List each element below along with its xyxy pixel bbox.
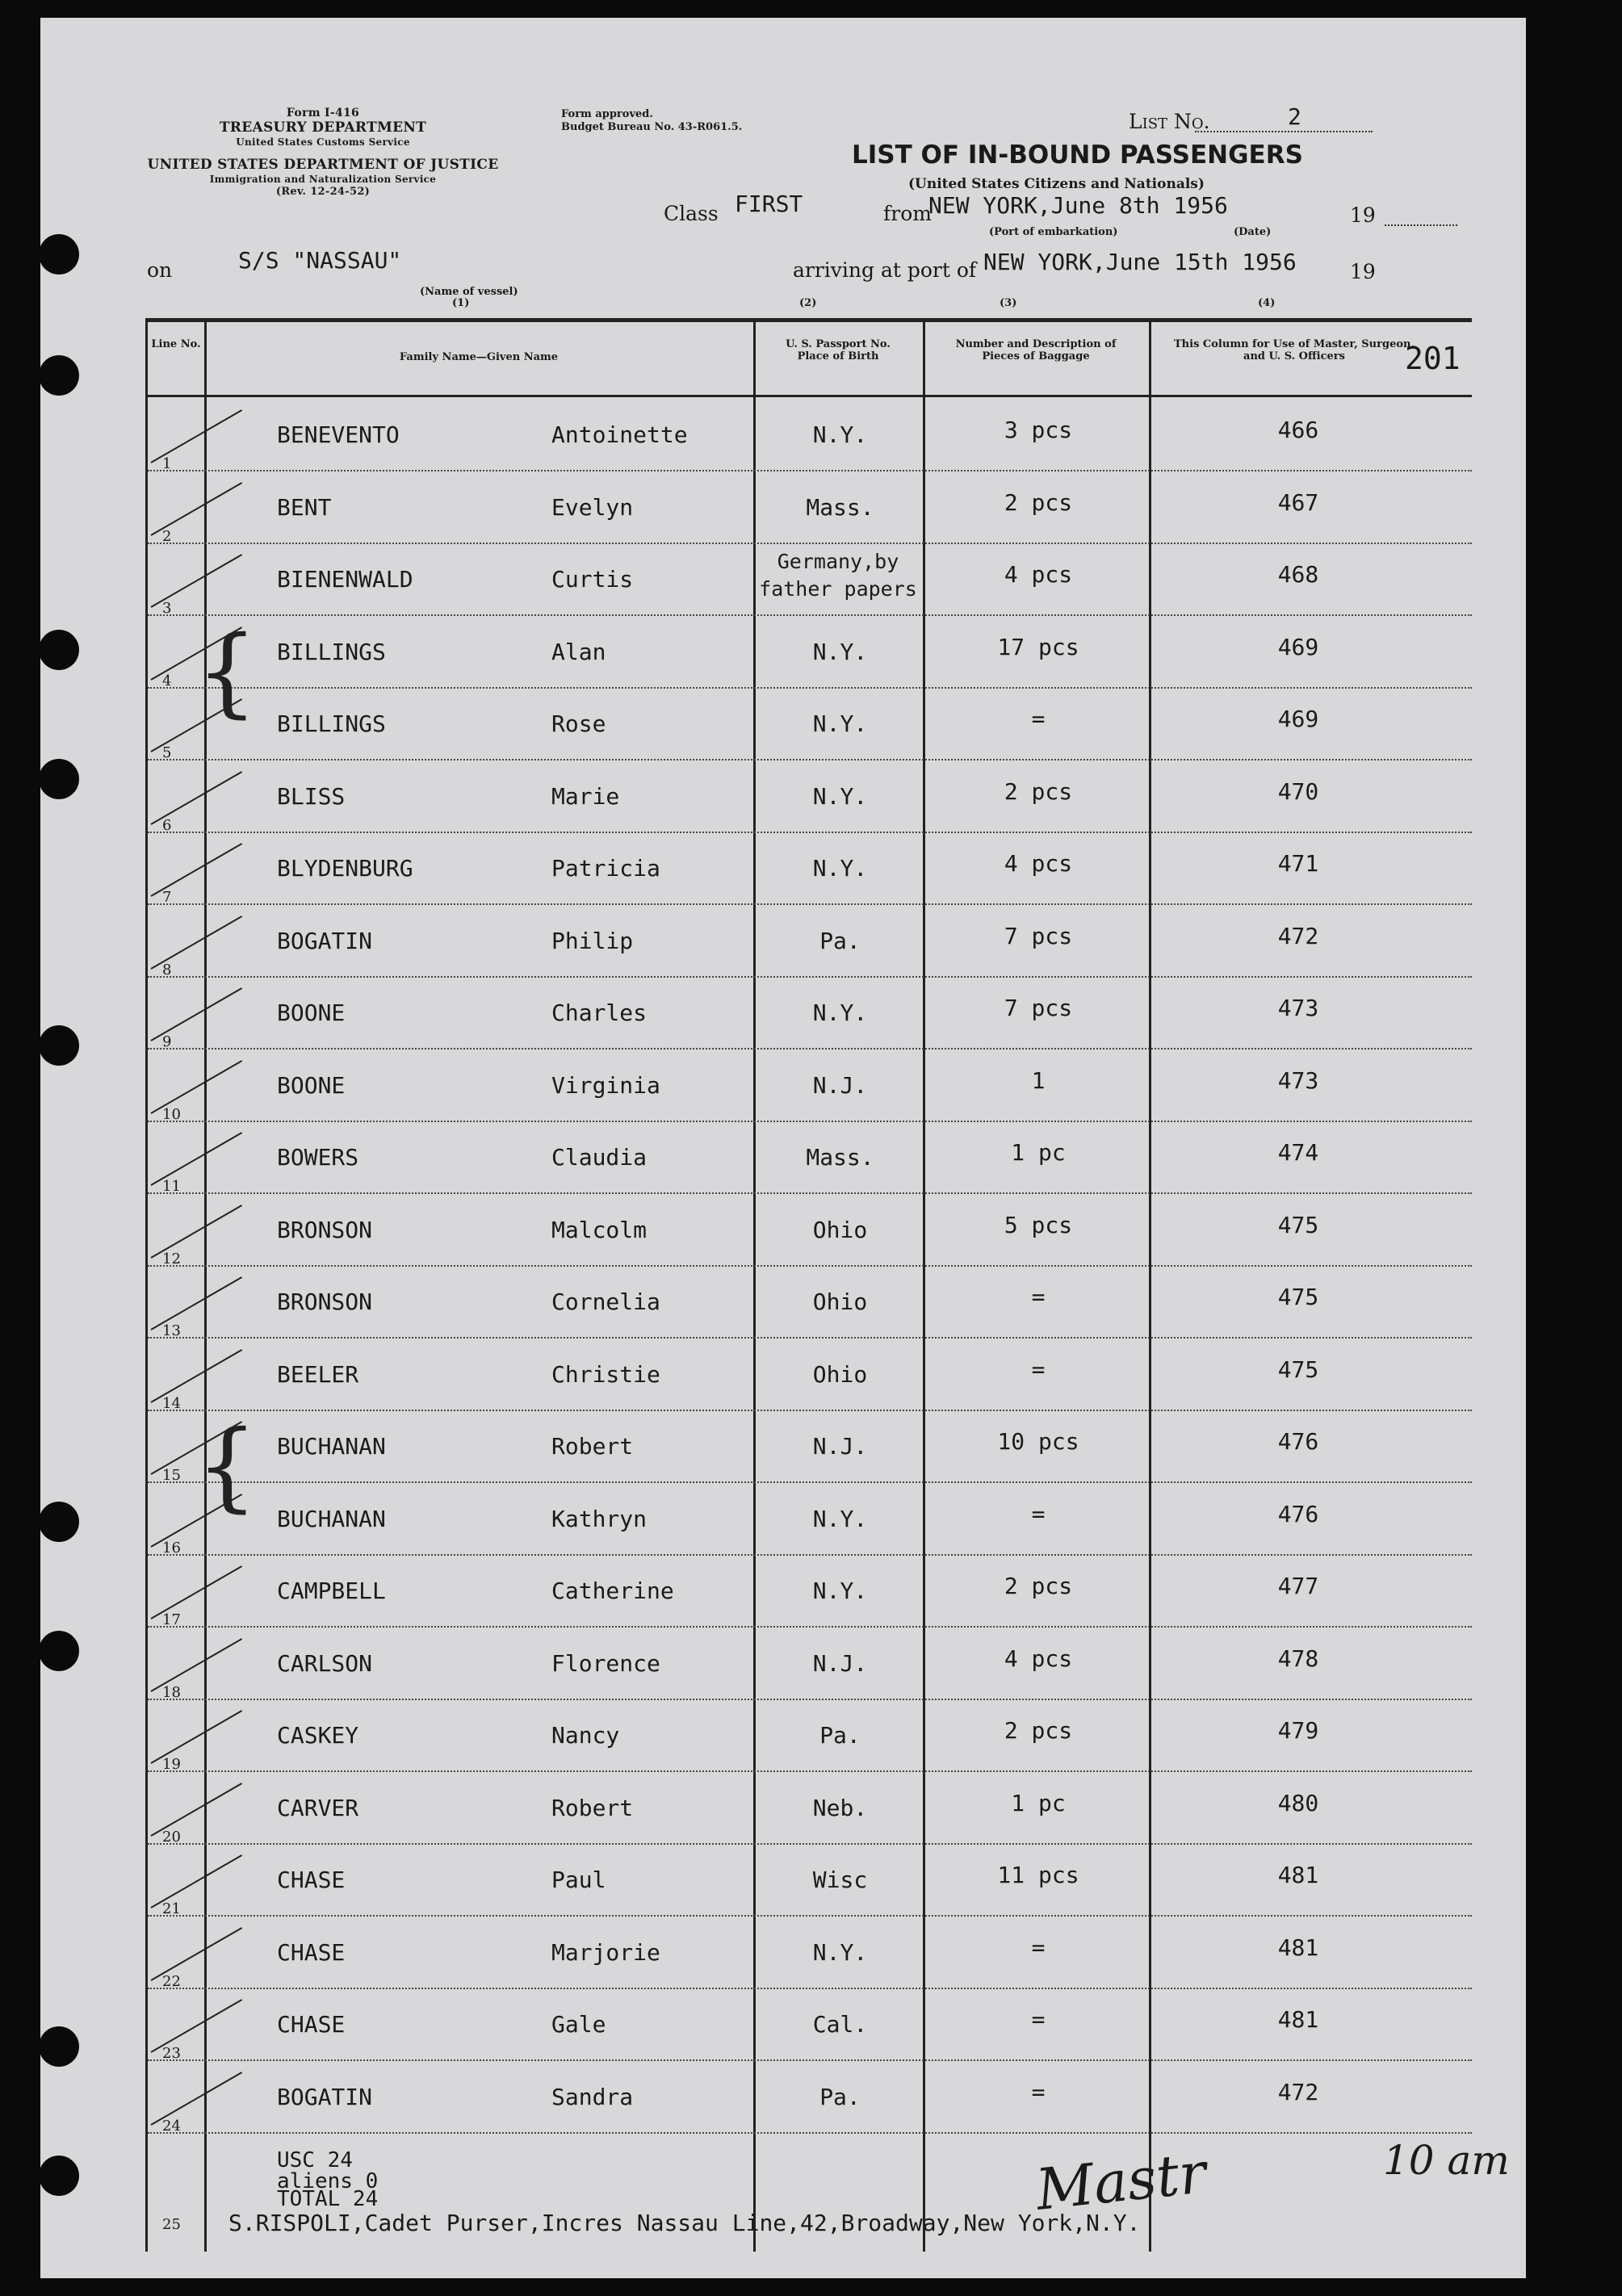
given-name: Gale <box>551 2011 606 2038</box>
officer-number: 481 <box>1277 1934 1319 1961</box>
baggage-count: = <box>1031 1355 1046 1383</box>
given-name: Nancy <box>551 1722 620 1749</box>
baggage-count: 1 pc <box>1011 1139 1066 1166</box>
given-name: Robert <box>551 1433 634 1460</box>
table-row <box>148 1699 1472 1772</box>
col-header-passport: U. S. Passport No. Place of Birth <box>786 338 891 362</box>
check-mark <box>151 1349 243 1403</box>
table-row <box>148 1050 1472 1122</box>
given-name: Alan <box>551 638 606 665</box>
year-label-1: 19 <box>1350 203 1376 227</box>
line-number: 11 <box>162 1178 181 1195</box>
check-mark <box>151 915 243 970</box>
form-number: Form I-416 <box>286 107 360 119</box>
total-count: TOTAL 24 <box>277 2187 379 2211</box>
budget-bureau: Budget Bureau No. 43-R061.5. <box>561 121 743 133</box>
baggage-count: 1 pc <box>1011 1789 1066 1816</box>
baggage-count: 2 pcs <box>1004 1573 1073 1599</box>
line-number: 2 <box>162 527 172 545</box>
given-name: Sandra <box>551 2083 634 2110</box>
baggage-count: = <box>1031 1934 1046 1961</box>
line-number: 20 <box>162 1828 181 1846</box>
baggage-count: 1 <box>1031 1066 1046 1094</box>
line-number: 14 <box>162 1394 181 1412</box>
line-number: 15 <box>162 1467 181 1484</box>
baggage-count: 4 pcs <box>1004 561 1073 588</box>
punch-hole <box>40 234 79 274</box>
family-name: CAMPBELL <box>277 1577 386 1604</box>
table-row <box>148 471 1472 544</box>
year-line-1 <box>1385 224 1457 226</box>
punch-hole <box>40 1631 79 1671</box>
table-row <box>148 760 1472 833</box>
given-name: Marie <box>551 782 620 810</box>
line-number: 6 <box>162 816 172 834</box>
aliens-count: aliens 0 <box>277 2169 379 2193</box>
punch-hole <box>40 355 79 396</box>
officer-number: 481 <box>1277 2006 1319 2033</box>
family-name: BRONSON <box>277 1288 373 1315</box>
baggage-count: = <box>1031 1284 1046 1310</box>
col-caption-4: (4) <box>1258 297 1276 309</box>
officer-number: 475 <box>1277 1284 1319 1310</box>
col-caption-3: (3) <box>1000 297 1017 309</box>
family-name: BOWERS <box>277 1144 359 1171</box>
given-name: Christie <box>551 1360 660 1388</box>
col-header-line: Line No. <box>151 338 201 350</box>
given-name: Kathryn <box>551 1505 648 1532</box>
officer-number: 480 <box>1277 1789 1319 1816</box>
place-of-birth: Neb. <box>812 1794 868 1821</box>
list-no-line <box>1195 131 1373 132</box>
col-header-name: Family Name—Given Name <box>399 351 559 363</box>
col-header-officers: This Column for Use of Master, Surgeon, and U. S. Officers <box>1174 338 1415 362</box>
place-of-birth: Pa. <box>819 1722 861 1749</box>
ins-service: Immigration and Naturalization Service <box>209 174 437 185</box>
table-row <box>148 1628 1472 1700</box>
punch-hole <box>40 1025 79 1066</box>
given-name: Paul <box>551 1867 606 1893</box>
family-name: BLYDENBURG <box>277 855 413 882</box>
officer-number: 469 <box>1277 706 1319 732</box>
given-name: Philip <box>551 927 634 954</box>
family-name: BENT <box>277 493 332 521</box>
check-mark <box>151 1783 243 1837</box>
table-row <box>148 1483 1472 1556</box>
family-name: BENEVENTO <box>277 421 400 448</box>
officer-number: 475 <box>1277 1211 1319 1238</box>
line-number: 23 <box>162 2045 181 2062</box>
from-label: from <box>883 202 932 225</box>
check-mark <box>151 409 243 463</box>
baggage-count: 7 pcs <box>1004 995 1073 1021</box>
line-number: 3 <box>162 600 172 617</box>
place-of-birth: Ohio <box>812 1216 868 1243</box>
page-stamp: 201 <box>1405 341 1461 376</box>
given-name: Virginia <box>551 1071 660 1099</box>
given-name: Catherine <box>551 1577 674 1604</box>
given-name: Marjorie <box>551 1938 660 1966</box>
family-name: BOGATIN <box>277 927 373 954</box>
family-name: BOGATIN <box>277 2083 373 2110</box>
check-mark <box>151 1565 243 1619</box>
baggage-count: 7 pcs <box>1004 922 1073 949</box>
given-name: Patricia <box>551 855 660 882</box>
line-number: 21 <box>162 1900 181 1917</box>
place-of-birth: N.J. <box>812 1649 868 1677</box>
check-mark <box>151 1710 243 1764</box>
given-name: Evelyn <box>551 493 634 521</box>
customs-service: United States Customs Service <box>236 136 410 148</box>
col-caption-2: (2) <box>799 297 817 309</box>
line-number: 22 <box>162 1972 181 1990</box>
family-name: CHASE <box>277 2011 346 2038</box>
baggage-count: = <box>1031 2006 1046 2033</box>
col-header-baggage: Number and Description of Pieces of Baggage <box>955 338 1117 362</box>
place-of-birth: N.Y. <box>812 1505 868 1532</box>
place-of-birth: N.Y. <box>812 782 868 810</box>
given-name: Cornelia <box>551 1288 660 1315</box>
family-name: CARLSON <box>277 1649 373 1677</box>
table-row <box>148 1410 1472 1483</box>
class-value: FIRST <box>735 191 803 217</box>
place-of-birth: N.J. <box>812 1071 868 1099</box>
check-mark <box>151 1276 243 1330</box>
baggage-count: 10 pcs <box>997 1428 1079 1455</box>
officer-number: 473 <box>1277 1066 1319 1094</box>
place-of-birth: Wisc <box>812 1867 868 1893</box>
table-row <box>148 1121 1472 1194</box>
punch-hole <box>40 630 79 670</box>
form-approved: Form approved. <box>561 108 653 120</box>
family-name: BUCHANAN <box>277 1505 386 1532</box>
place-of-birth: N.Y. <box>812 421 868 448</box>
line-number: 10 <box>162 1105 181 1123</box>
header-rule <box>148 395 1472 397</box>
place-of-birth: N.Y. <box>812 1938 868 1966</box>
line-number: 13 <box>162 1322 181 1339</box>
table-row <box>148 616 1472 689</box>
place-of-birth: Ohio <box>812 1360 868 1388</box>
arriving-label: arriving at port of <box>793 258 977 282</box>
port-embarkation-caption: (Port of embarkation) <box>989 226 1118 238</box>
baggage-count: = <box>1031 706 1046 732</box>
line-number: 9 <box>162 1033 172 1050</box>
table-row <box>148 688 1472 760</box>
family-name: BILLINGS <box>277 710 386 737</box>
list-no-value: 2 <box>1288 103 1301 130</box>
document-subtitle: (United States Citizens and Nationals) <box>908 176 1205 192</box>
line-number: 16 <box>162 1539 181 1557</box>
from-value: NEW YORK,June 8th 1956 <box>928 192 1228 219</box>
table-row <box>148 977 1472 1050</box>
family-name: CASKEY <box>277 1722 359 1749</box>
officer-number: 476 <box>1277 1428 1319 1455</box>
baggage-count: = <box>1031 1500 1046 1527</box>
table-row <box>148 1555 1472 1628</box>
place-of-birth: N.Y. <box>812 710 868 737</box>
line-number: 17 <box>162 1611 181 1628</box>
officer-number: 481 <box>1277 1862 1319 1888</box>
place-of-birth: N.J. <box>812 1433 868 1460</box>
line-number: 5 <box>162 744 172 761</box>
place-of-birth: N.Y. <box>812 1577 868 1604</box>
officer-number: 474 <box>1277 1139 1319 1166</box>
family-group-brace: { <box>196 615 258 728</box>
place-of-birth: Pa. <box>819 927 861 954</box>
check-mark <box>151 554 243 608</box>
given-name: Charles <box>551 999 648 1026</box>
family-name: BILLINGS <box>277 638 386 665</box>
check-mark <box>151 771 243 825</box>
check-mark <box>151 1638 243 1692</box>
check-mark <box>151 1999 243 2053</box>
handwritten-signature: Mastr <box>1033 2139 1209 2223</box>
given-name: Curtis <box>551 566 634 593</box>
document-page <box>40 18 1526 2278</box>
officer-number: 475 <box>1277 1355 1319 1383</box>
line-number: 24 <box>162 2117 181 2135</box>
line-number-25: 25 <box>162 2216 181 2233</box>
vessel-caption: (Name of vessel) <box>420 286 518 298</box>
table-row <box>148 1772 1472 1845</box>
class-label: Class <box>664 202 719 225</box>
officer-number: 476 <box>1277 1500 1319 1527</box>
officer-number: 467 <box>1277 488 1319 516</box>
baggage-count: 11 pcs <box>997 1862 1079 1888</box>
place-of-birth: N.Y. <box>812 999 868 1026</box>
punch-hole <box>40 1502 79 1542</box>
justice-dept: UNITED STATES DEPARTMENT OF JUSTICE <box>147 157 499 173</box>
table-row <box>148 399 1472 471</box>
baggage-count: = <box>1031 2078 1046 2105</box>
col-caption-1: (1) <box>452 297 470 309</box>
given-name: Rose <box>551 710 606 737</box>
check-mark <box>151 987 243 1041</box>
line-number: 4 <box>162 672 172 689</box>
officer-number: 469 <box>1277 633 1319 660</box>
given-name: Claudia <box>551 1144 648 1171</box>
family-name: CHASE <box>277 1867 346 1893</box>
given-name: Antoinette <box>551 421 688 448</box>
check-mark <box>151 1927 243 1981</box>
purser-signature-line: S.RISPOLI,Cadet Purser,Incres Nassau Line,42,Broadway,New York,N.Y. <box>228 2210 1141 2236</box>
year-label-2: 19 <box>1350 260 1376 283</box>
family-name: BOONE <box>277 999 346 1026</box>
baggage-count: 17 pcs <box>997 633 1079 660</box>
officer-number: 472 <box>1277 2078 1319 2105</box>
table-row <box>148 1194 1472 1267</box>
line-number: 12 <box>162 1250 181 1267</box>
date-caption: (Date) <box>1234 226 1272 238</box>
officer-number: 468 <box>1277 561 1319 588</box>
revision-date: (Rev. 12-24-52) <box>275 186 371 198</box>
table-row <box>148 905 1472 978</box>
check-mark <box>151 2072 243 2126</box>
officer-number: 473 <box>1277 995 1319 1021</box>
punch-hole <box>40 2156 79 2196</box>
place-of-birth: Mass. <box>806 1144 874 1171</box>
table-row <box>148 1266 1472 1339</box>
on-label: on <box>147 258 173 282</box>
check-mark <box>151 482 243 536</box>
check-mark <box>151 1132 243 1186</box>
check-mark <box>151 843 243 897</box>
list-no-label: List No. <box>1129 110 1210 133</box>
place-of-birth: Germany,by father papers <box>759 550 917 601</box>
family-name: BLISS <box>277 782 346 810</box>
check-mark <box>151 1205 243 1259</box>
place-of-birth: Pa. <box>819 2083 861 2110</box>
punch-hole <box>40 2026 79 2067</box>
officer-number: 466 <box>1277 417 1319 443</box>
baggage-count: 2 pcs <box>1004 777 1073 805</box>
given-name: Robert <box>551 1794 634 1821</box>
usc-count: USC 24 <box>277 2148 353 2172</box>
table-row <box>148 543 1472 616</box>
baggage-count: 2 pcs <box>1004 1717 1073 1744</box>
family-name: CARVER <box>277 1794 359 1821</box>
check-mark <box>151 1854 243 1908</box>
row-rule <box>148 2132 1472 2134</box>
table-row <box>148 1844 1472 1917</box>
family-name: BUCHANAN <box>277 1433 386 1460</box>
table-row <box>148 1917 1472 1989</box>
place-of-birth: Mass. <box>806 493 874 521</box>
punch-hole <box>40 759 79 799</box>
place-of-birth: N.Y. <box>812 638 868 665</box>
table-row <box>148 1988 1472 2061</box>
officer-number: 477 <box>1277 1573 1319 1599</box>
officer-number: 479 <box>1277 1717 1319 1744</box>
given-name: Malcolm <box>551 1216 648 1243</box>
line-number: 8 <box>162 961 172 978</box>
family-name: BEELER <box>277 1360 359 1388</box>
given-name: Florence <box>551 1649 660 1677</box>
baggage-count: 2 pcs <box>1004 488 1073 516</box>
line-number: 18 <box>162 1683 181 1701</box>
table-row <box>148 832 1472 905</box>
family-name: BIENENWALD <box>277 566 413 593</box>
table-row <box>148 1339 1472 1411</box>
check-mark <box>151 1060 243 1114</box>
treasury-dept: TREASURY DEPARTMENT <box>219 119 427 136</box>
line-number: 7 <box>162 889 172 906</box>
officer-number: 470 <box>1277 777 1319 805</box>
baggage-count: 4 pcs <box>1004 850 1073 877</box>
family-name: BRONSON <box>277 1216 373 1243</box>
vessel-name: S/S "NASSAU" <box>238 247 402 274</box>
family-group-brace: { <box>196 1410 258 1523</box>
family-name: CHASE <box>277 1938 346 1966</box>
baggage-count: 4 pcs <box>1004 1644 1073 1672</box>
baggage-count: 3 pcs <box>1004 417 1073 443</box>
handwritten-time: 10 am <box>1383 2137 1510 2184</box>
place-of-birth: N.Y. <box>812 855 868 882</box>
line-number: 19 <box>162 1756 181 1773</box>
arriving-value: NEW YORK,June 15th 1956 <box>983 249 1297 275</box>
document-title: LIST OF IN-BOUND PASSENGERS <box>852 140 1303 170</box>
line-number: 1 <box>162 455 172 472</box>
officer-number: 471 <box>1277 850 1319 877</box>
officer-number: 472 <box>1277 922 1319 949</box>
place-of-birth: Cal. <box>812 2011 868 2038</box>
table-row <box>148 2061 1472 2134</box>
passenger-table <box>145 318 1510 2252</box>
family-name: BOONE <box>277 1071 346 1099</box>
officer-number: 478 <box>1277 1644 1319 1672</box>
place-of-birth: Ohio <box>812 1288 868 1315</box>
baggage-count: 5 pcs <box>1004 1211 1073 1238</box>
